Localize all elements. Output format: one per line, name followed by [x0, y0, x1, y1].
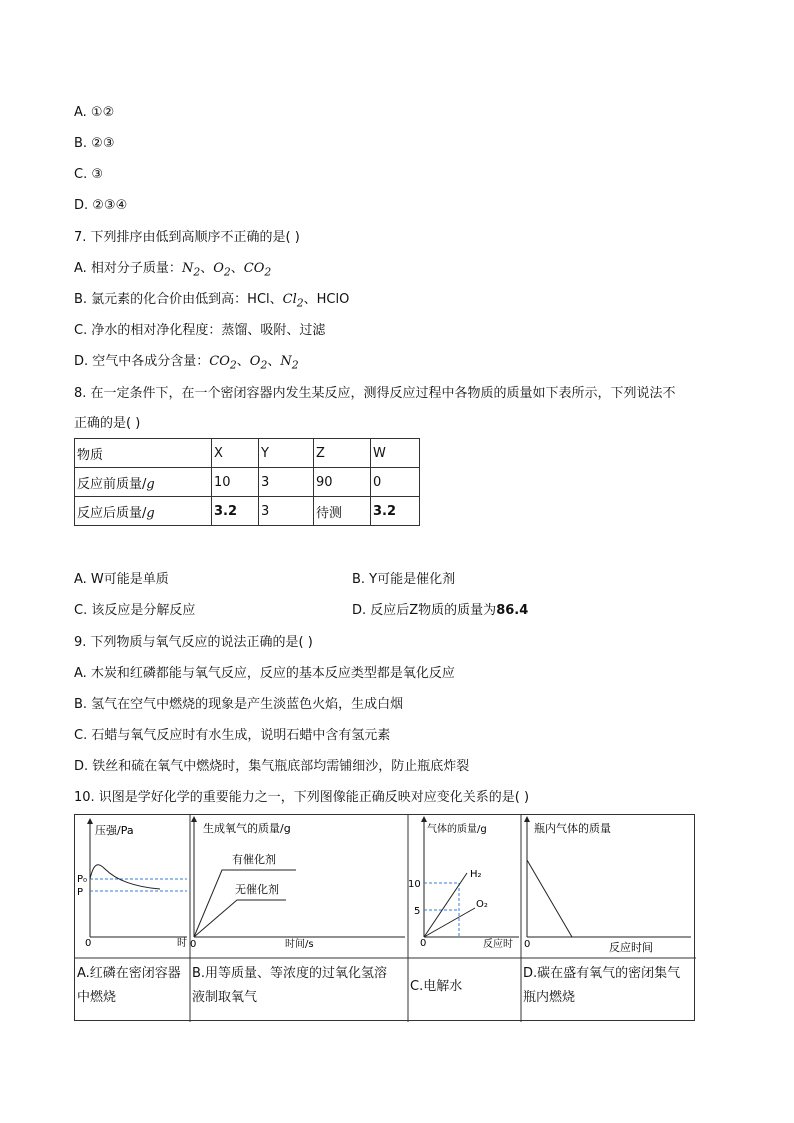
- table-cell: 3.2: [371, 497, 420, 526]
- q9-option-d: D. 铁丝和硫在氧气中燃烧时，集气瓶底部均需铺细沙，防止瓶底炸裂: [74, 759, 470, 774]
- q8-option-b: B. Y可能是催化剂: [352, 572, 456, 587]
- table-cell: 3: [259, 468, 314, 497]
- table-cell: Z: [314, 439, 371, 468]
- q8-stem-line2: 正确的是( ): [74, 416, 141, 431]
- origin-label: 0: [524, 939, 531, 950]
- q8-option-a: A. W可能是单质: [74, 572, 169, 587]
- q7-option-b: B. 氯元素的化合价由低到高：HCl、$Cl_2$、HClO: [74, 292, 350, 310]
- q7-option-a: A. 相对分子质量：$N_2$、$O_2$、$CO_2$: [74, 261, 272, 279]
- curve-label: 无催化剂: [235, 883, 279, 896]
- q8-option-d: D. 反应后Z物质的质量为86.4: [352, 603, 529, 618]
- tick-label: 10: [408, 879, 421, 890]
- caption-a: A.红磷在密闭容器 中燃烧: [77, 966, 181, 1005]
- formula-n2: $N_2$: [181, 261, 201, 279]
- q7-option-c: C. 净水的相对净化程度：蒸馏、吸附、过滤: [74, 323, 326, 338]
- caption-c: C.电解水: [410, 979, 463, 994]
- q9-option-a: A. 木炭和红磷都能与氧气反应，反应的基本反应类型都是氧化反应: [74, 666, 455, 681]
- axis-label: 时间/s: [285, 939, 314, 950]
- table-cell: 3: [259, 497, 314, 526]
- table-cell: Y: [259, 439, 314, 468]
- formula-o2: $O_2$: [213, 261, 231, 279]
- table-cell: 10: [212, 468, 259, 497]
- q9-option-c: C. 石蜡与氧气反应时有水生成，说明石蜡中含有氢元素: [74, 728, 391, 743]
- table-cell: 物质: [75, 439, 212, 468]
- gas-mass-line: [527, 860, 572, 937]
- table-cell: 反应后质量/g: [75, 497, 212, 526]
- no-catalyst-line: [194, 900, 286, 937]
- catalyst-line: [194, 870, 296, 937]
- q9-option-b: B. 氢气在空气中燃烧的现象是产生淡蓝色火焰，生成白烟: [74, 697, 404, 712]
- axis-label: 气体的质量/g: [427, 824, 487, 835]
- graph-a: [77, 821, 187, 949]
- q6-option-a: A. ①②: [74, 105, 115, 120]
- formula-n2: $N_2$: [280, 354, 299, 372]
- o2-line: [424, 908, 475, 937]
- formula-co2: $CO_2$: [243, 261, 272, 279]
- axis-label: 生成氧气的质量/g: [203, 822, 291, 835]
- table-cell: 3.2: [212, 497, 259, 526]
- table-cell: 0: [371, 468, 420, 497]
- q8-mass-table: [74, 438, 420, 526]
- series-label: O₂: [476, 899, 488, 910]
- pressure-curve: [90, 865, 160, 889]
- axis-label: 时: [177, 938, 187, 949]
- table-cell: W: [371, 439, 420, 468]
- caption-b: B.用等质量、等浓度的过氧化氢溶 液制取氧气: [192, 966, 388, 1005]
- origin-label: 0: [190, 939, 197, 950]
- q7-option-d: D. 空气中各成分含量：$CO_2$、$O_2$、$N_2$: [74, 354, 299, 372]
- q8-d-value: 86.4: [496, 603, 529, 618]
- q6-option-d: D. ②③④: [74, 198, 128, 213]
- table-cell: 待测: [314, 497, 371, 526]
- q10-stem: 10. 识图是学好化学的重要能力之一，下列图像能正确反映对应变化关系的是( ): [74, 790, 530, 805]
- q10-graph-table: [74, 814, 695, 1021]
- series-label: H₂: [470, 869, 482, 880]
- formula-co2: $CO_2$: [209, 354, 237, 372]
- tick-label: P: [77, 887, 84, 898]
- axis-label: 反应时: [483, 939, 513, 950]
- graph-b: [190, 819, 405, 950]
- q7-a-prefix: A. 相对分子质量：: [74, 261, 182, 276]
- q7-stem: 7. 下列排序由低到高顺序不正确的是( ): [74, 230, 300, 245]
- axis-label: 压强/Pa: [95, 824, 134, 837]
- q9-stem: 9. 下列物质与氧气反应的说法正确的是( ): [74, 635, 313, 650]
- table-cell: 90: [314, 468, 371, 497]
- q8-option-c: C. 该反应是分解反应: [74, 603, 196, 618]
- axis-label: 反应时间: [609, 941, 653, 954]
- origin-label: 0: [420, 938, 427, 949]
- q6-option-b: B. ②③: [74, 136, 115, 151]
- axis-label: 瓶内气体的质量: [534, 822, 611, 835]
- formula-o2: $O_2$: [249, 354, 268, 372]
- caption-d: D.碳在盛有氧气的密闭集气 瓶内燃烧: [523, 966, 681, 1005]
- table-row: [75, 497, 420, 526]
- origin-label: 0: [85, 938, 92, 949]
- table-cell: 反应前质量/g: [75, 468, 212, 497]
- q6-option-c: C. ③: [74, 167, 103, 182]
- graph-d: [524, 819, 691, 954]
- q8-stem-line1: 8. 在一定条件下，在一个密闭容器内发生某反应，测得反应过程中各物质的质量如下表所示，下列说法不: [74, 386, 676, 401]
- table-cell: X: [212, 439, 259, 468]
- curve-label: 有催化剂: [232, 853, 276, 866]
- tick-label: P₀: [77, 874, 88, 885]
- graph-c: [408, 819, 519, 950]
- formula-cl2: $Cl_2$: [282, 292, 304, 310]
- table-header-row: [75, 439, 420, 468]
- table-row: [75, 468, 420, 497]
- tick-label: 5: [414, 906, 421, 917]
